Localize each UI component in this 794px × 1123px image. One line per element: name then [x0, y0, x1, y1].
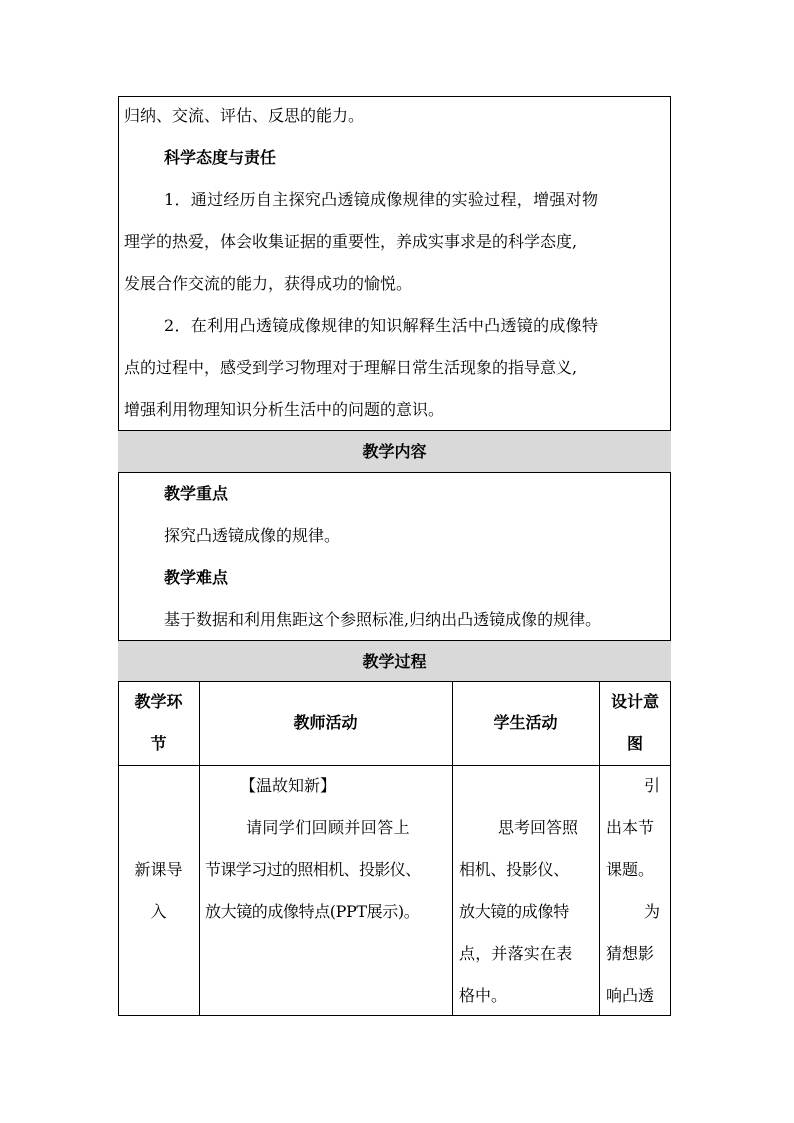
teacher-activity-line-4: 放大镜的成像特点(PPT展示)。	[205, 902, 420, 921]
design-intent-line-5: 猜想影	[606, 944, 655, 963]
objective-item-1-line-3: 发展合作交流的能力，获得成功的愉悦。	[124, 274, 413, 293]
header-stage-line-2: 节	[150, 734, 167, 753]
section-band-teaching-content	[118, 430, 671, 473]
design-intent-line-2: 出本节	[606, 818, 655, 837]
objective-item-2-line-1: 2．在利用凸透镜成像规律的知识解释生活中凸透镜的成像特	[164, 316, 599, 335]
design-intent-line-6: 响凸透	[606, 986, 655, 1005]
header-student-activity: 学生活动	[493, 713, 558, 732]
objective-item-2-line-2: 点的过程中，感受到学习物理对于理解日常生活现象的指导意义,	[124, 358, 578, 377]
table-divider-header	[118, 765, 671, 766]
student-activity-line-5: 格中。	[459, 986, 508, 1005]
row-stage-line-2: 入	[150, 902, 167, 921]
design-intent-line-4: 为	[644, 902, 661, 921]
objective-item-2-line-3: 增强利用物理知识分析生活中的问题的意识。	[124, 400, 445, 419]
student-activity-line-4: 点，并落实在表	[459, 944, 573, 963]
difficult-points-text: 基于数据和利用焦距这个参照标准,归纳出凸透镜成像的规律。	[164, 610, 602, 629]
objective-item-1-line-2: 理学的热爱，体会收集证据的重要性，养成实事求是的科学态度,	[124, 232, 578, 251]
header-design-intent-line-1: 设计意	[610, 692, 659, 711]
heading-key-points: 教学重点	[164, 484, 229, 503]
objective-item-1-line-1: 1．通过经历自主探究凸透镜成像规律的实验过程，增强对物	[164, 190, 599, 209]
key-points-text: 探究凸透镜成像的规律。	[164, 526, 341, 545]
teacher-activity-line-2: 请同学们回顾并回答上	[246, 818, 411, 837]
student-activity-line-3: 放大镜的成像特	[459, 902, 569, 921]
row-stage-line-1: 新课导	[134, 860, 183, 879]
section-band-teaching-process	[118, 640, 671, 682]
objectives-intro-line: 归纳、交流、评估、反思的能力。	[124, 106, 365, 125]
table-column-divider-3	[599, 682, 600, 1015]
teacher-activity-line-3: 节课学习过的照相机、投影仪、	[205, 860, 421, 879]
heading-scientific-attitude: 科学态度与责任	[164, 148, 277, 167]
header-design-intent-line-2: 图	[626, 734, 643, 753]
teacher-activity-line-1: 【温故知新】	[240, 776, 337, 795]
student-activity-line-1: 思考回答照	[498, 818, 579, 837]
section-title-teaching-content: 教学内容	[362, 442, 427, 461]
header-teacher-activity: 教师活动	[293, 713, 358, 732]
heading-difficult-points: 教学难点	[164, 568, 229, 587]
section-title-teaching-process: 教学过程	[362, 652, 427, 671]
design-intent-line-3: 课题。	[606, 860, 655, 879]
header-stage-line-1: 教学环	[134, 692, 183, 711]
design-intent-line-1: 引	[644, 776, 661, 795]
student-activity-line-2: 相机、投影仪、	[459, 860, 569, 879]
